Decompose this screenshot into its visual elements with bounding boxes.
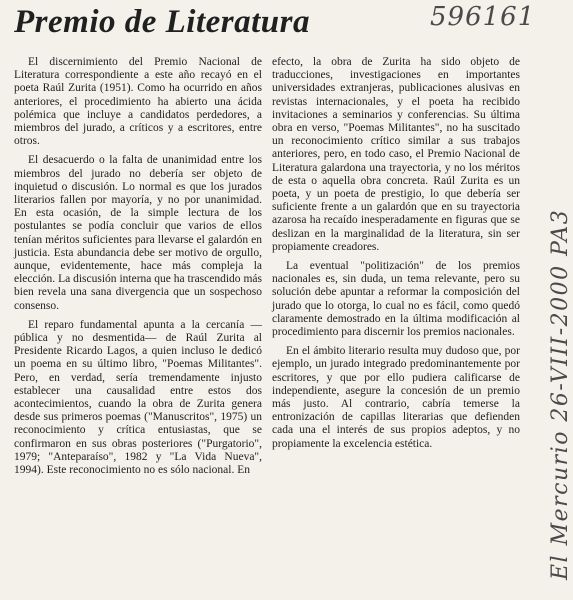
paragraph: La eventual "politización" de los premios nacionales es, sin duda, un tema relevante, pero su solución debe apuntar a reformar la composición del jurado que lo otorga, lo cual no es fácil, como quedó claramente demostrado en la última modificación al procedimiento para discernir los premios nacionales. xyxy=(272,260,520,339)
article-column-left xyxy=(14,56,262,596)
paragraph: El desacuerdo o la falta de unanimidad entre los miembros del jurado no debería ser objeto de inquietud o discusión. Lo normal es que los jurados literarios fallen por mayoría, y no por unanimidad. En esta ocasión, de la simple lectura de los postulantes se podía concluir que varios de ellos tenían méritos suficientes para llevarse el galardón en justicia. Esta abundancia debe ser motivo de orgullo, aunque, evidentemente, hace más compleja la elección. La discusión interna que ha trascendido más bien revela una sana divergencia que un sospechoso consenso. xyxy=(14,154,262,312)
paragraph: El discernimiento del Premio Nacional de Literatura correspondiente a este año recayó en el poeta Raúl Zurita (1951). Como ha ocurrido en años anteriores, el procedimiento ha abierto una ácida polémica que incluye a candidatos perdedores, a miembros del jurado, a críticos y a escritores, entre otros. xyxy=(14,56,262,148)
paragraph: En el ámbito literario resulta muy dudoso que, por ejemplo, un jurado integrado predominantemente por escritores, y que por ello pudiera calificarse de independiente, asegure la concesión de un premio más justo. Al contrario, cabría temerse la entronización de capillas literarias que defienden cada una el interés de sus propios adeptos, y no propiamente la excelencia estética. xyxy=(272,345,520,450)
handwritten-source-note: El Mercurio 26-VIII-2000 PA3 xyxy=(548,208,573,580)
article-body xyxy=(14,56,520,596)
article-title: Premio de Literatura xyxy=(14,4,310,40)
article-column-right xyxy=(272,56,520,596)
handwritten-catalog-number: 596161 xyxy=(430,2,536,32)
paragraph: El reparo fundamental apunta a la cercanía —pública y no desmentida— de Raúl Zurita al Presidente Ricardo Lagos, a quien incluso le dedicó un poema en su último libro, "Poemas Militantes". Pero, en verdad, sería tremendamente injusto establecer una causalidad entre estos dos acontecimientos, cuando la obra de Zurita genera desde sus primeros poemas ("Manuscritos", 1975) un reconocimiento y crítica entusiastas, que se confirmaron en sus obras posteriores ("Purgatorio", 1979; "Anteparaíso", 1982 y "La Vida Nueva", 1994). Este reconocimiento no es sólo nacional. En xyxy=(14,318,262,477)
paragraph: efecto, la obra de Zurita ha sido objeto de traducciones, investigaciones en importantes universidades extranjeras, publicaciones alusivas en revistas internacionales, y el poeta ha recibido invitaciones a seminarios y conferencias. Su última obra en verso, "Poemas Militantes", no ha suscitado un reconocimiento crítico similar a sus trabajos anteriores, pero, en todo caso, el Premio Nacional de Literatura galardona una trayectoria, y no los méritos de esta o aquella obra concreta. Raúl Zurita es un poeta, y un poeta de prestigio, lo que debería ser suficiente frente a un galardón que en su trayectoria azarosa ha recaído inesperadamente en figuras que se deslizan en la marginalidad de la literatura, sin ser propiamente creadores. xyxy=(272,56,520,253)
